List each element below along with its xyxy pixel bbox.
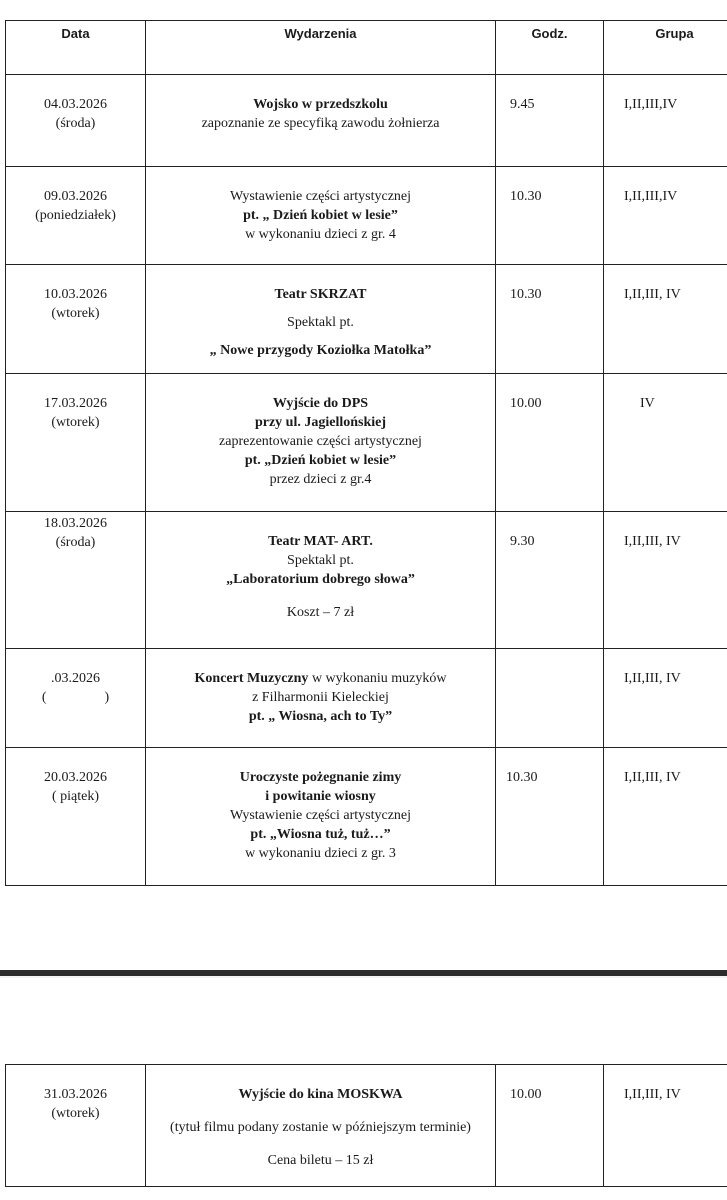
event-line: Wystawienie części artystycznej <box>229 808 412 823</box>
event-title: Uroczyste pożegnanie zimy <box>239 770 402 785</box>
event-title: przy ul. Jagiellońskiej <box>254 415 387 430</box>
event-date: 10.03.2026 <box>44 287 107 302</box>
table-row <box>6 167 727 265</box>
event-line: w wykonaniu dzieci z gr. 3 <box>245 846 396 861</box>
date-cell <box>6 649 146 748</box>
date-cell <box>6 75 146 167</box>
header-events: Wydarzenia <box>146 21 496 75</box>
event-date: 20.03.2026 <box>44 770 107 785</box>
header-group: Grupa <box>604 21 727 75</box>
event-note: (tytuł filmu podany zostanie w późniejszym terminie) <box>170 1120 471 1135</box>
event-line <box>146 669 495 688</box>
event-title: Teatr MAT- ART. <box>268 534 373 549</box>
schedule-table <box>5 20 727 886</box>
event-subtitle: „ Nowe przygody Koziołka Matołka” <box>209 343 432 358</box>
event-line: z Filharmonii Kieleckiej <box>252 690 389 705</box>
event-title-rest: w wykonaniu muzyków <box>308 671 447 686</box>
event-group: I,II,III,IV <box>604 167 727 265</box>
date-cell <box>6 374 146 512</box>
event-date: 09.03.2026 <box>44 189 107 204</box>
event-group: I,II,III,IV <box>604 75 727 167</box>
table-row <box>6 374 727 512</box>
event-group: IV <box>604 374 727 512</box>
event-title: pt. „ Dzień kobiet w lesie” <box>243 208 398 223</box>
event-subtitle: pt. „Wiosna tuż, tuż…” <box>250 827 391 842</box>
event-cell <box>146 75 496 167</box>
event-cell <box>146 265 496 374</box>
date-cell <box>6 167 146 265</box>
table-row <box>6 649 727 748</box>
event-title: Wyjście do kina MOSKWA <box>238 1087 403 1102</box>
event-subtitle: pt. „ Wiosna, ach to Ty” <box>248 709 393 724</box>
event-day: (wtorek) <box>51 1106 100 1121</box>
event-time <box>496 649 604 748</box>
event-time: 9.30 <box>496 512 604 649</box>
date-cell <box>6 1065 146 1187</box>
event-day: (wtorek) <box>51 306 100 321</box>
event-date: 18.03.2026 <box>44 516 107 531</box>
event-cost: Cena biletu – 15 zł <box>267 1153 374 1168</box>
event-time: 10.00 <box>496 1065 604 1187</box>
event-date: .03.2026 <box>51 671 100 686</box>
event-line: Spektakl pt. <box>287 315 354 330</box>
event-line: zaprezentowanie części artystycznej <box>219 434 422 449</box>
date-cell <box>6 265 146 374</box>
table-row <box>6 75 727 167</box>
event-title: i powitanie wiosny <box>265 789 376 804</box>
header-time: Godz. <box>496 21 604 75</box>
event-title: Koncert Muzyczny <box>194 671 309 686</box>
table-row <box>6 512 727 649</box>
event-group: I,II,III, IV <box>604 649 727 748</box>
header-date: Data <box>6 21 146 75</box>
event-title: Teatr SKRZAT <box>274 287 367 302</box>
event-group: I,II,III, IV <box>604 512 727 649</box>
table-row <box>6 265 727 374</box>
event-subtitle: „Laboratorium dobrego słowa” <box>226 572 415 587</box>
event-time: 10.30 <box>496 748 604 886</box>
event-date: 31.03.2026 <box>44 1087 107 1102</box>
event-line: Wystawienie części artystycznej <box>229 189 412 204</box>
event-group: I,II,III, IV <box>604 265 727 374</box>
event-day: (poniedziałek) <box>35 208 116 223</box>
event-time: 10.30 <box>496 265 604 374</box>
event-cell <box>146 512 496 649</box>
event-line: Spektakl pt. <box>287 553 354 568</box>
event-day: (wtorek) <box>51 415 100 430</box>
event-day: (środa) <box>55 116 96 131</box>
event-time: 10.00 <box>496 374 604 512</box>
event-title: Wojsko w przedszkolu <box>253 97 388 112</box>
page-divider <box>0 970 727 976</box>
event-day: ( piątek) <box>51 789 100 804</box>
table-row <box>6 1065 727 1187</box>
event-time: 9.45 <box>496 75 604 167</box>
event-date: 04.03.2026 <box>44 97 107 112</box>
event-time: 10.30 <box>496 167 604 265</box>
event-cost: Koszt – 7 zł <box>286 605 355 620</box>
event-cell <box>146 167 496 265</box>
event-line: przez dzieci z gr.4 <box>269 472 372 487</box>
event-day: (środa) <box>55 535 96 550</box>
event-group: I,II,III, IV <box>604 748 727 886</box>
event-description: zapoznanie ze specyfiką zawodu żołnierza <box>201 116 440 131</box>
event-date: 17.03.2026 <box>44 396 107 411</box>
event-line: w wykonaniu dzieci z gr. 4 <box>245 227 396 242</box>
date-cell <box>6 748 146 886</box>
event-cell <box>146 748 496 886</box>
event-cell <box>146 374 496 512</box>
event-cell <box>146 649 496 748</box>
schedule-table-continued <box>5 1064 727 1187</box>
header-row <box>6 21 727 75</box>
event-cell <box>146 1065 496 1187</box>
event-day-placeholder: ( ) <box>41 690 110 705</box>
event-title: Wyjście do DPS <box>272 396 369 411</box>
event-group: I,II,III, IV <box>604 1065 727 1187</box>
event-subtitle: pt. „Dzień kobiet w lesie” <box>244 453 397 468</box>
table-row <box>6 748 727 886</box>
date-cell <box>6 512 146 649</box>
